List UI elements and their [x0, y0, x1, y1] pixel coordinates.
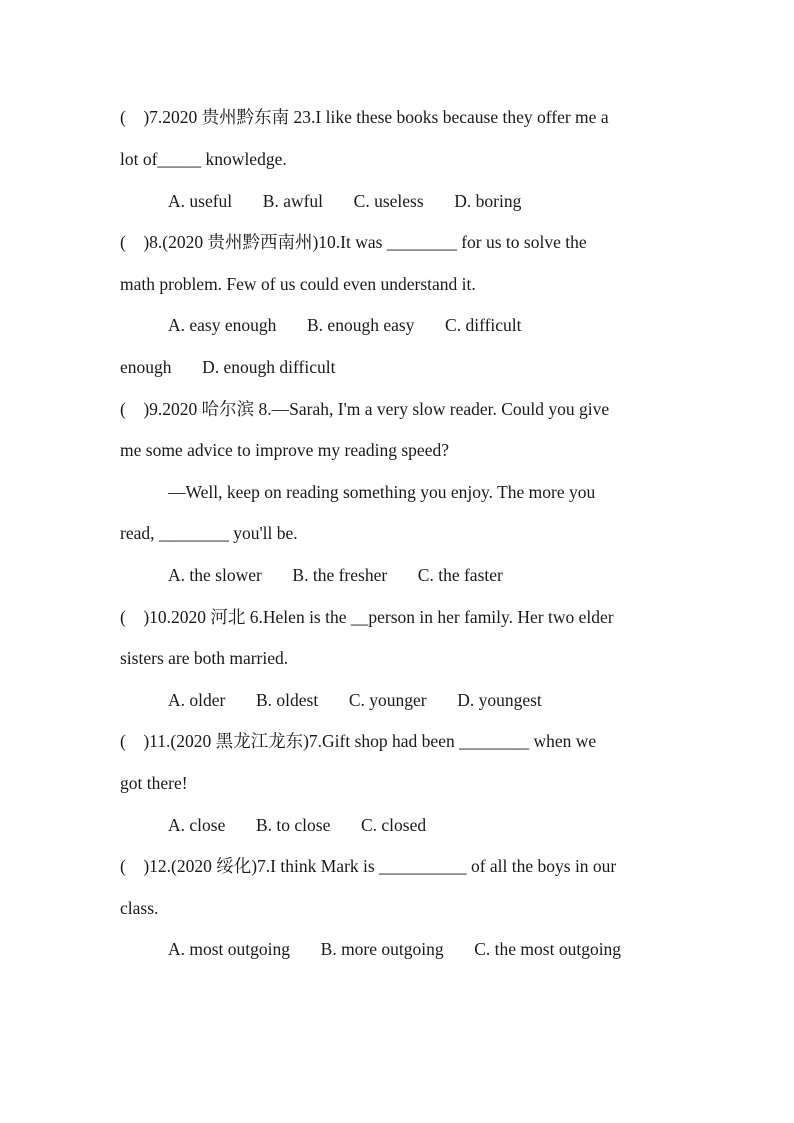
question-11-line-2: got there! — [120, 773, 188, 793]
question-7-line-1: ( )7.2020 贵州黔东南 23.I like these books because they offer me a — [120, 107, 609, 127]
question-10-line-2: sisters are both married. — [120, 648, 289, 668]
question-7-options: A. useful B. awful C. useless D. boring — [168, 191, 522, 211]
question-12-line-1: ( )12.(2020 绥化)7.I think Mark is __________ of all the boys in our — [120, 856, 617, 876]
question-9-line-1: ( )9.2020 哈尔滨 8.—Sarah, I'm a very slow reader. Could you give — [120, 399, 610, 419]
question-9-options: A. the slower B. the fresher C. the faster — [168, 565, 503, 585]
question-9-line-2: me some advice to improve my reading speed? — [120, 440, 449, 460]
question-12-options: A. most outgoing B. more outgoing C. the most outgoing — [168, 939, 622, 959]
question-8-options: A. easy enough B. enough easy C. difficult — [168, 315, 522, 335]
question-10-line-1: ( )10.2020 河北 6.Helen is the __person in her family. Her two elder — [120, 607, 614, 627]
question-8-line-1: ( )8.(2020 贵州黔西南州)10.It was ________ for us to solve the — [120, 232, 587, 252]
question-7-line-2: lot of_____ knowledge. — [120, 149, 287, 169]
question-8-line-2: math problem. Few of us could even understand it. — [120, 274, 476, 294]
question-12-line-2: class. — [120, 898, 159, 918]
question-11-line-1: ( )11.(2020 黑龙江龙东)7.Gift shop had been ________ when we — [120, 731, 597, 751]
question-10-options: A. older B. oldest C. younger D. youngest — [168, 690, 542, 710]
question-9-line-3: —Well, keep on reading something you enjoy. The more you — [168, 482, 596, 502]
question-8-options-continued: enough D. enough difficult — [120, 357, 336, 377]
question-11-options: A. close B. to close C. closed — [168, 815, 427, 835]
question-9-line-4: read, ________ you'll be. — [120, 523, 298, 543]
